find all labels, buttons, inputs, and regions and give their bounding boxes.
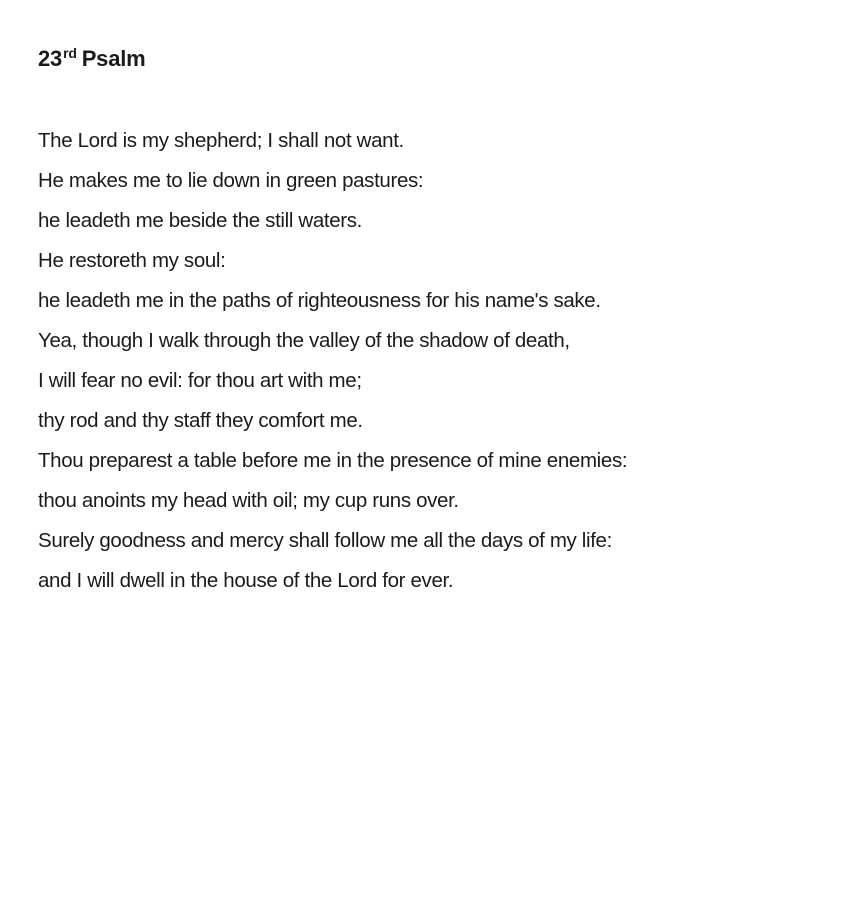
psalm-line: He makes me to lie down in green pastures: [38,169,424,192]
psalm-line: Thou preparest a table before me in the presence of mine enemies: [38,449,628,472]
psalm-text [38,124,627,604]
title-number: 23 [38,46,63,71]
psalm-line: thou anoints my head with oil; my cup runs over. [38,489,459,512]
psalm-line: He restoreth my soul: [38,249,226,272]
psalm-line: he leadeth me beside the still waters. [38,209,362,232]
title-text: Psalm [81,46,146,71]
psalm-line: and I will dwell in the house of the Lord for ever. [38,569,454,592]
psalm-line: The Lord is my shepherd; I shall not want. [38,129,404,152]
psalm-line: Yea, though I walk through the valley of the shadow of death, [38,329,570,352]
psalm-line: he leadeth me in the paths of righteousness for his name's sake. [38,289,601,312]
psalm-line: thy rod and thy staff they comfort me. [38,409,363,432]
page-title [38,44,146,74]
psalm-line: Surely goodness and mercy shall follow me all the days of my life: [38,529,612,552]
title-ordinal-suffix: rd [63,45,77,61]
psalm-line: I will fear no evil: for thou art with me; [38,369,362,392]
